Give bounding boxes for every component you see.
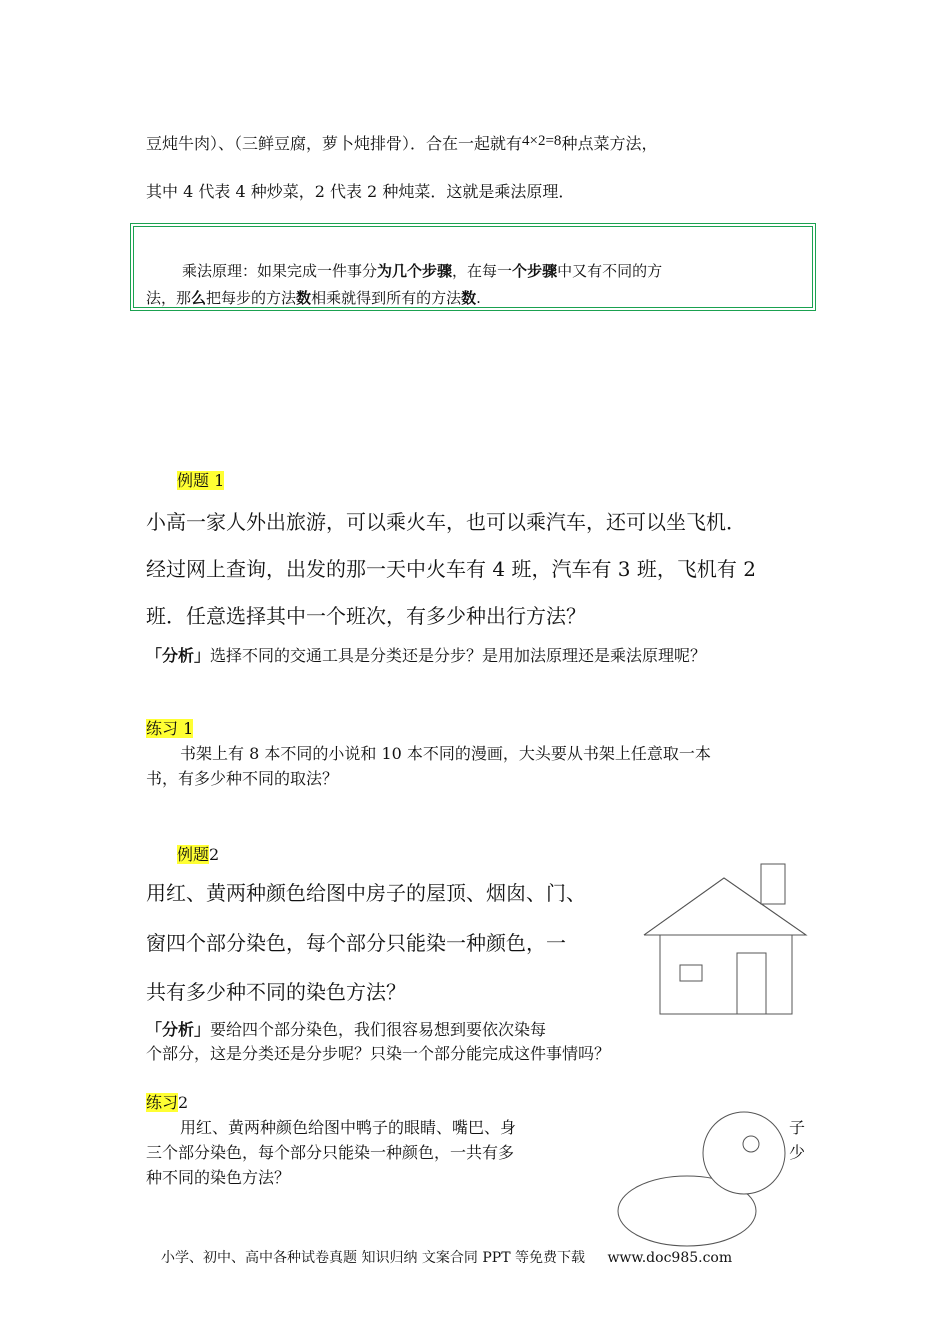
house-window <box>680 965 702 981</box>
example-2-line-2: 窗四个部分染色，每个部分只能染一种颜色，一 <box>146 931 566 955</box>
practice-2-line-3: 种不同的染色方法？ <box>146 1168 291 1187</box>
practice-label-text: 练习 1 <box>146 719 194 738</box>
analysis-label: 「分析」 <box>146 1020 211 1039</box>
footer-url[interactable]: www.doc985.com <box>607 1250 733 1266</box>
intro-text-b: 种点菜方法， <box>561 134 658 153</box>
practice-2-right-char-2: 少 <box>789 1143 806 1162</box>
example-2-analysis-line-1 <box>146 1017 546 1040</box>
principle-text: ，在每一 <box>452 262 513 280</box>
analysis-text: 要给四个部分染色，我们很容易想到要依次染每 <box>210 1020 547 1039</box>
practice-2-line-1: 用红、黄两种颜色给图中鸭子的眼睛、嘴巴、身 <box>180 1118 517 1137</box>
practice-2-label <box>146 1090 188 1113</box>
example-2-line-1: 用红、黄两种颜色给图中房子的屋顶、烟囱、门、 <box>146 881 586 905</box>
principle-text: 中又有不同的方 <box>557 262 663 280</box>
example-2-line-3: 共有多少种不同的染色方法？ <box>146 980 406 1004</box>
example-label-text: 例题 <box>177 845 210 864</box>
example-2-label <box>177 842 219 865</box>
practice-1-label <box>146 716 193 739</box>
example-1-line-1: 小高一家人外出旅游，可以乘火车，也可以乘汽车，还可以坐飞机． <box>146 510 746 534</box>
practice-2-line-2: 三个部分染色，每个部分只能染一种颜色，一共有多 <box>146 1143 515 1162</box>
practice-2-right-char-1: 子 <box>789 1118 806 1137</box>
principle-text: 个 <box>512 262 528 280</box>
example-1-label <box>177 468 224 491</box>
principle-text: 为几个步骤 <box>377 262 453 280</box>
principle-text: 步骤 <box>527 262 558 280</box>
example-label-number: 2 <box>209 845 220 864</box>
practice-label-number: 2 <box>178 1093 189 1112</box>
principle-text: 数 <box>296 289 312 307</box>
duck-head <box>703 1112 785 1194</box>
principle-text: 把每步的方法 <box>206 289 297 307</box>
principle-text: 么 <box>191 289 207 307</box>
principle-text: 乘法原理：如果完成一件事分 <box>182 262 378 280</box>
example-1-line-2: 经过网上查询，出发的那一天中火车有 4 班，汽车有 3 班，飞机有 2 <box>146 557 756 581</box>
duck-drawing <box>612 1106 812 1256</box>
principle-text: 数 <box>461 289 477 307</box>
analysis-label: 「分析」 <box>146 646 211 665</box>
house-drawing <box>640 860 820 1020</box>
practice-1-line-2: 书，有多少种不同的取法？ <box>146 769 339 788</box>
example-1-analysis <box>146 643 706 666</box>
formula: 4×2=8 <box>522 133 562 149</box>
intro-text-a: 豆炖牛肉）、（三鲜豆腐，萝卜炖排骨）．合在一起就有 <box>146 134 523 153</box>
footer-text: 小学、初中、高中各种试卷真题 知识归纳 文案合同 PPT 等免费下载 <box>161 1250 585 1266</box>
analysis-text: 选择不同的交通工具是分类还是分步？是用加法原理还是乘法原理呢？ <box>210 646 707 665</box>
practice-label-text: 练习 <box>146 1093 179 1112</box>
principle-text: 法，那 <box>146 289 192 307</box>
example-label-text: 例题 1 <box>177 471 225 490</box>
example-2-analysis-line-2: 个部分，这是分类还是分步呢？只染一个部分能完成这件事情吗？ <box>146 1044 611 1063</box>
house-chimney <box>761 864 785 904</box>
intro-line-1 <box>146 131 657 154</box>
principle-text: . <box>476 289 481 307</box>
house-door <box>737 953 766 1014</box>
practice-1-line-1: 书架上有 8 本不同的小说和 10 本不同的漫画，大头要从书架上任意取一本 <box>180 744 711 763</box>
principle-line-2 <box>146 287 481 308</box>
principle-text: 相乘就得到所有的方法 <box>311 289 462 307</box>
example-1-line-3: 班．任意选择其中一个班次，有多少种出行方法？ <box>146 604 586 628</box>
footer <box>161 1247 732 1267</box>
intro-line-2: 其中 4 代表 4 种炒菜，2 代表 2 种炖菜．这就是乘法原理． <box>146 182 575 201</box>
multiplication-principle-box <box>130 223 816 311</box>
principle-line-1 <box>182 260 662 281</box>
